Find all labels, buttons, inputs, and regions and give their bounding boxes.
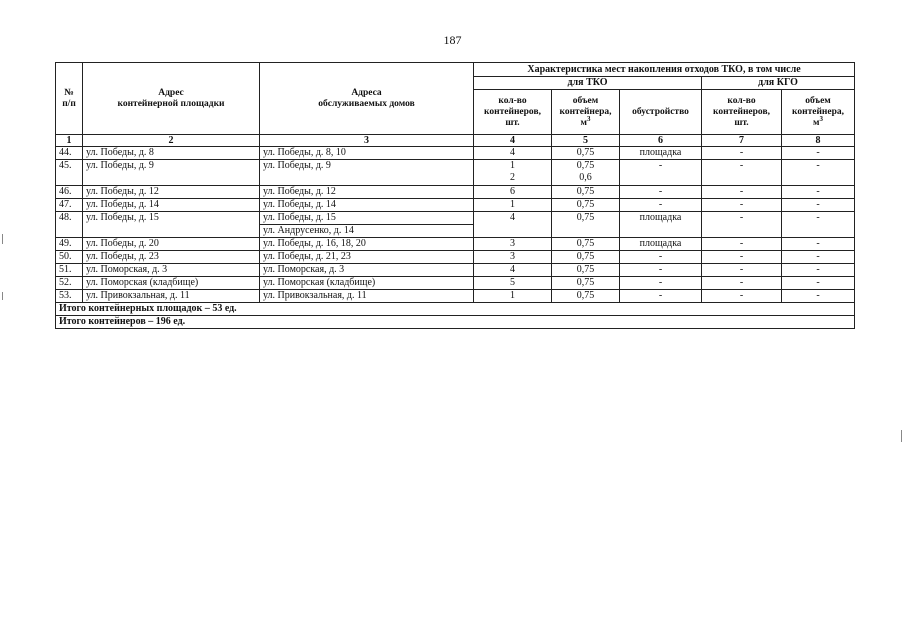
header-houses: Адреса обслуживаемых домов (260, 63, 474, 135)
table-row (56, 277, 855, 290)
row-houses (260, 290, 474, 303)
row-tko-volume (552, 186, 620, 199)
row-number: 46. (56, 186, 83, 199)
table-row (56, 264, 855, 277)
row-equipment: - (620, 186, 702, 199)
table-row (56, 199, 855, 212)
header-tko-volume: объем контейнера, $м^3$ (552, 90, 620, 135)
row-tko-volume-line: 0,75 (576, 186, 595, 197)
column-number: 4 (474, 135, 552, 147)
row-tko-volume (552, 147, 620, 160)
row-tko-volume-line: 0,75 (576, 277, 595, 288)
row-kgo-count: - (702, 199, 782, 212)
page-number: 187 (443, 33, 462, 47)
table-row (56, 147, 855, 160)
row-tko-count-line: 2 (510, 172, 515, 183)
row-equipment: - (620, 290, 702, 303)
row-tko-volume (552, 277, 620, 290)
row-address: ул. Победы, д. 12 (83, 186, 260, 199)
row-kgo-volume: - (782, 199, 855, 212)
row-houses-line: ул. Поморская, д. 3 (263, 264, 345, 275)
row-kgo-count: - (702, 238, 782, 251)
row-number: 52. (56, 277, 83, 290)
row-equipment: площадка (620, 238, 702, 251)
row-houses (260, 251, 474, 264)
row-kgo-volume: - (782, 238, 855, 251)
row-address: ул. Победы, д. 8 (83, 147, 260, 160)
row-number: 50. (56, 251, 83, 264)
row-tko-count (474, 238, 552, 251)
row-houses-line: ул. Победы, д. 21, 23 (263, 251, 351, 262)
row-houses-line: ул. Победы, д. 14 (263, 199, 336, 210)
row-houses (260, 277, 474, 290)
table-row (56, 290, 855, 303)
row-kgo-count: - (702, 264, 782, 277)
row-houses-line: ул. Поморская (кладбище) (263, 277, 376, 288)
column-number: 8 (782, 135, 855, 147)
row-houses-line: ул. Победы, д. 12 (263, 186, 336, 197)
row-tko-count-line: 4 (510, 212, 515, 223)
row-number: 53. (56, 290, 83, 303)
row-equipment: площадка (620, 212, 702, 238)
row-kgo-count: - (702, 186, 782, 199)
row-houses (260, 264, 474, 277)
row-equipment: - (620, 277, 702, 290)
row-houses (260, 212, 474, 238)
scan-edge-mark (901, 430, 902, 442)
table-row (56, 212, 855, 238)
row-equipment: - (620, 199, 702, 212)
column-number: 2 (83, 135, 260, 147)
row-number: 45. (56, 160, 83, 186)
row-tko-count (474, 277, 552, 290)
row-tko-volume (552, 251, 620, 264)
header-kgo: для КГО (702, 77, 855, 90)
row-houses (260, 186, 474, 199)
total-containers: Итого контейнеров – 196 ед. (56, 316, 855, 329)
row-kgo-volume: - (782, 290, 855, 303)
row-address: ул. Поморская (кладбище) (83, 277, 260, 290)
container-sites-table (55, 62, 855, 329)
row-tko-volume-line: 0,75 (576, 199, 595, 210)
row-tko-count (474, 160, 552, 186)
row-tko-count (474, 290, 552, 303)
row-kgo-volume: - (782, 251, 855, 264)
column-number: 7 (702, 135, 782, 147)
row-tko-count (474, 147, 552, 160)
row-kgo-count: - (702, 251, 782, 264)
header-tko-equipment: обустройство (620, 90, 702, 135)
row-tko-volume-line: 0,75 (576, 147, 595, 158)
row-tko-count-line: 6 (510, 186, 515, 197)
row-address: ул. Поморская, д. 3 (83, 264, 260, 277)
row-address: ул. Победы, д. 23 (83, 251, 260, 264)
row-address: ул. Привокзальная, д. 11 (83, 290, 260, 303)
row-kgo-volume: - (782, 277, 855, 290)
table-row (56, 160, 855, 186)
column-number-row (56, 135, 855, 147)
scan-edge-mark (2, 234, 3, 244)
row-tko-count-line: 3 (510, 238, 515, 249)
header-kgo-count: кол-во контейнеров, шт. (702, 90, 782, 135)
row-tko-count (474, 251, 552, 264)
row-tko-count-line: 4 (510, 264, 515, 275)
row-tko-volume (552, 160, 620, 186)
row-equipment: - (620, 251, 702, 264)
total-sites: Итого контейнерных площадок – 53 ед. (56, 303, 855, 316)
row-address: ул. Победы, д. 9 (83, 160, 260, 186)
table-row (56, 251, 855, 264)
header-group: Характеристика мест накопления отходов ТКО, в том числе (474, 63, 855, 77)
row-tko-volume (552, 264, 620, 277)
row-kgo-volume: - (782, 212, 855, 238)
row-tko-count (474, 264, 552, 277)
row-houses-line: ул. Победы, д. 16, 18, 20 (263, 238, 366, 249)
column-number: 1 (56, 135, 83, 147)
row-kgo-volume: - (782, 264, 855, 277)
row-houses-line: ул. Победы, д. 8, 10 (263, 147, 346, 158)
row-tko-volume (552, 290, 620, 303)
row-houses (260, 199, 474, 212)
row-tko-volume-line: 0,75 (576, 212, 595, 223)
row-address: ул. Победы, д. 20 (83, 238, 260, 251)
row-equipment: площадка (620, 147, 702, 160)
row-tko-volume-line: 0,6 (579, 172, 592, 183)
row-tko-volume (552, 199, 620, 212)
row-kgo-count: - (702, 147, 782, 160)
row-tko-count-line: 4 (510, 147, 515, 158)
row-number: 51. (56, 264, 83, 277)
table-row (56, 238, 855, 251)
row-kgo-count: - (702, 212, 782, 238)
row-number: 44. (56, 147, 83, 160)
row-kgo-count: - (702, 160, 782, 186)
column-number: 5 (552, 135, 620, 147)
row-tko-count-line: 3 (510, 251, 515, 262)
row-houses-line: ул. Победы, д. 15 (263, 212, 336, 223)
row-kgo-volume: - (782, 160, 855, 186)
table-body (56, 147, 855, 303)
column-number: 6 (620, 135, 702, 147)
row-number: 49. (56, 238, 83, 251)
row-houses-line: ул. Привокзальная, д. 11 (263, 290, 367, 301)
row-tko-count-line: 1 (510, 199, 515, 210)
row-houses-line: ул. Победы, д. 9 (263, 160, 331, 171)
row-kgo-count: - (702, 277, 782, 290)
row-tko-volume (552, 238, 620, 251)
header-kgo-volume: объем контейнера, $м^3$ (782, 90, 855, 135)
header-num: № п/п (56, 63, 83, 135)
row-tko-count (474, 186, 552, 199)
column-number: 3 (260, 135, 474, 147)
row-tko-volume-line: 0,75 (576, 251, 595, 262)
header-tko: для ТКО (474, 77, 702, 90)
row-houses (260, 147, 474, 160)
row-houses-line: ул. Андрусенко, д. 14 (260, 224, 473, 237)
row-tko-count-line: 5 (510, 277, 515, 288)
row-tko-volume-line: 0,75 (576, 160, 595, 171)
row-address: ул. Победы, д. 15 (83, 212, 260, 238)
row-tko-count-line: 1 (510, 290, 515, 301)
table-row (56, 186, 855, 199)
row-tko-volume-line: 0,75 (576, 264, 595, 275)
row-kgo-count: - (702, 290, 782, 303)
row-tko-volume-line: 0,75 (576, 290, 595, 301)
row-kgo-volume: - (782, 186, 855, 199)
row-equipment: - (620, 160, 702, 186)
row-number: 47. (56, 199, 83, 212)
row-houses (260, 160, 474, 186)
row-tko-volume (552, 212, 620, 238)
row-equipment: - (620, 264, 702, 277)
row-tko-count (474, 212, 552, 238)
row-tko-volume-line: 0,75 (576, 238, 595, 249)
row-address: ул. Победы, д. 14 (83, 199, 260, 212)
header-tko-count: кол-во контейнеров, шт. (474, 90, 552, 135)
row-houses (260, 238, 474, 251)
row-tko-count (474, 199, 552, 212)
scan-edge-mark (2, 292, 3, 300)
header-address: Адрес контейнерной площадки (83, 63, 260, 135)
row-number: 48. (56, 212, 83, 238)
row-tko-count-line: 1 (510, 160, 515, 171)
row-kgo-volume: - (782, 147, 855, 160)
